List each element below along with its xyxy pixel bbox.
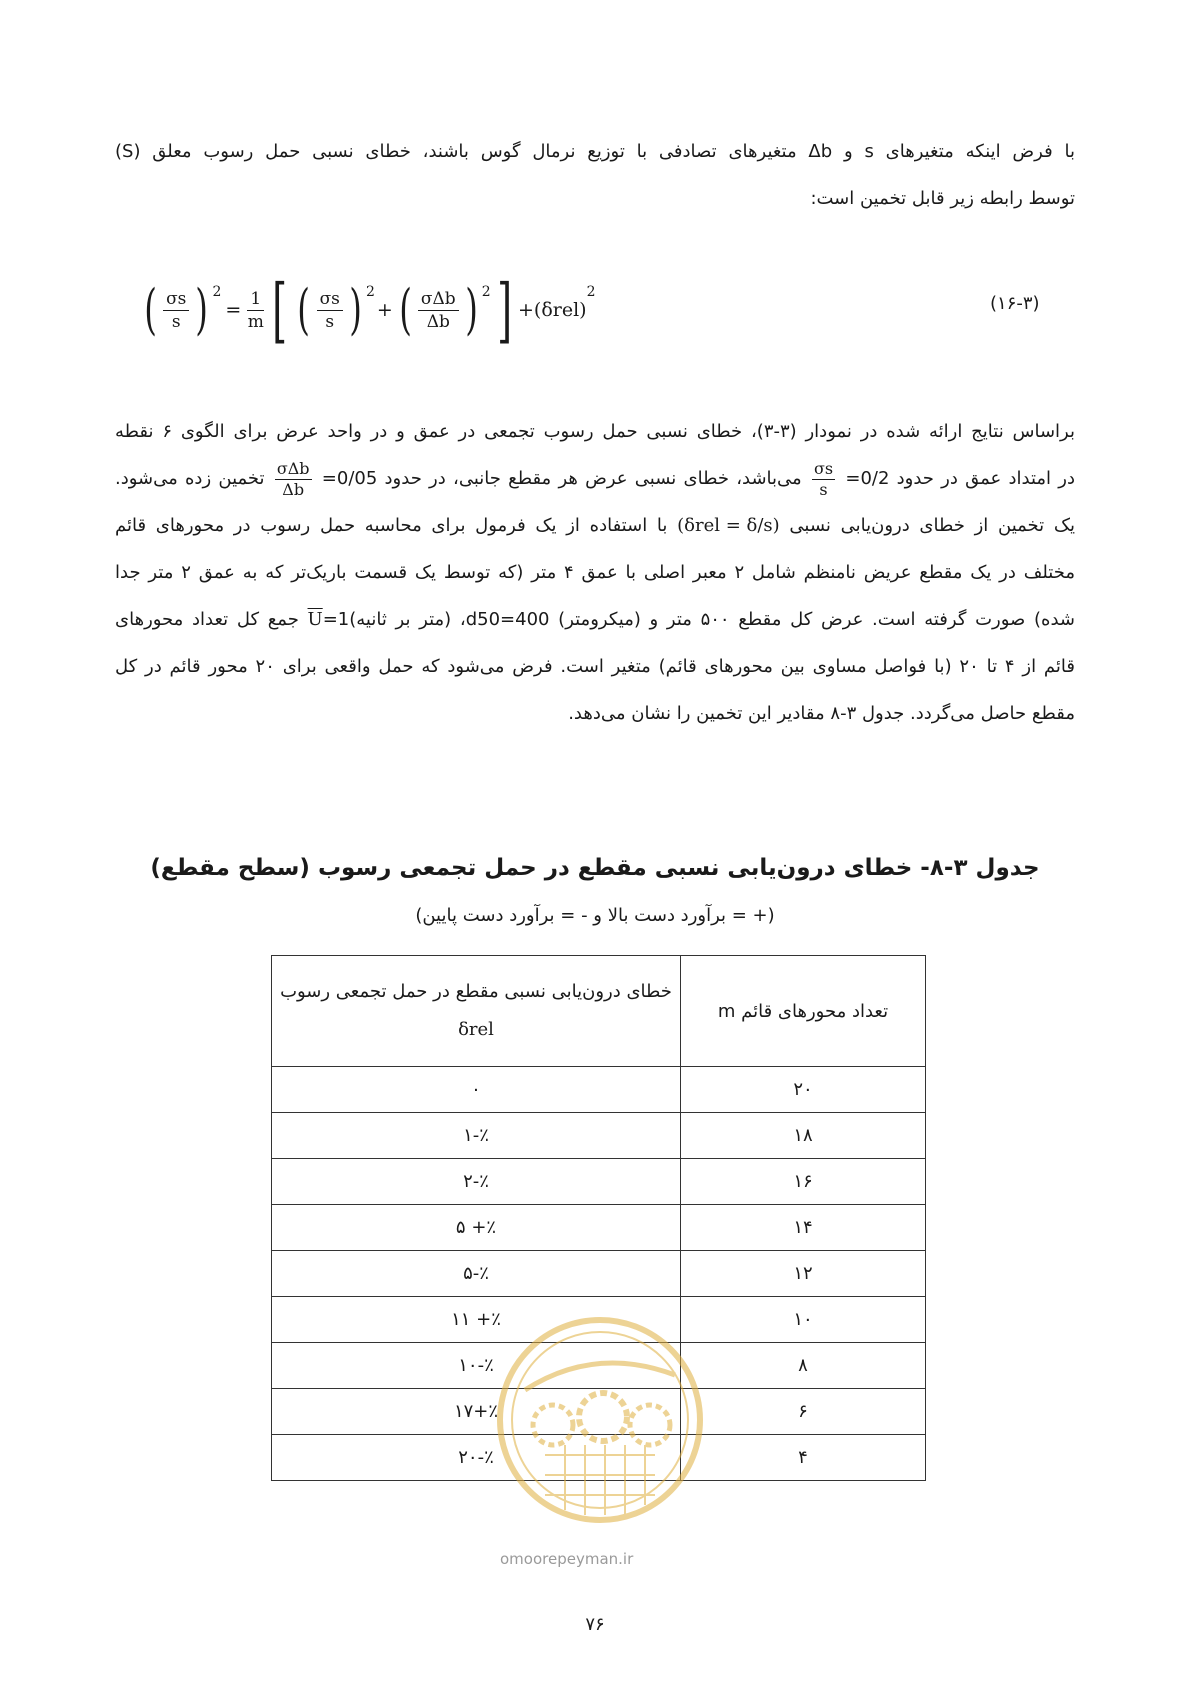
fraction-num-sigma-s: σs <box>813 458 834 478</box>
cell-err: ٪-۱ <box>272 1113 681 1159</box>
cell-m: ۴ <box>681 1435 926 1481</box>
eq-sigma-db: σΔb <box>418 288 459 311</box>
cell-err: ۰ <box>272 1067 681 1113</box>
watermark-url: omoorepeyman.ir <box>500 1550 634 1568</box>
equation-16-3: ( σs s ) $^2$ = $\frac{1}{m}$ [ ( σs s ) $^2$ + ( σΔb Δb ) $^2$ ] +(δrel) $^2$ <box>144 269 596 351</box>
paragraph-results-line-2 <box>115 455 1075 502</box>
paragraph-results-line-7: مقطع حاصل می‌گردد. جدول ۳-۸ مقادیر این تخمین را نشان می‌دهد. <box>568 703 1075 724</box>
header-vertical-count: تعداد محورهای قائم m <box>681 956 926 1067</box>
eq-square-1: 2 <box>212 284 222 300</box>
cell-err: ٪-۱۰ <box>272 1343 681 1389</box>
paragraph-results-line-4: مختلف در یک مقطع عریض نامنظم شامل ۲ معبر اصلی با عمق ۴ متر (که توسط یک قسمت باریک‌تر که به عمق ۲ متر جدا <box>115 562 1075 583</box>
line5-part-a: شده) صورت گرفته است. عرض کل مقطع ۵۰۰ متر و (میکرومتر) 400=d50، (متر بر ثانیه)1= <box>322 609 1075 630</box>
cell-m: ۱۴ <box>681 1205 926 1251</box>
eq-square-4: 2 <box>586 284 596 300</box>
table-row <box>272 1251 926 1297</box>
eq-one: 1 <box>247 288 264 311</box>
table-row <box>272 1067 926 1113</box>
eq-db: Δb <box>426 311 450 332</box>
line3-part-a: یک تخمین از خطای درون‌یابی نسبی <box>789 515 1075 536</box>
paragraph-results-line-5 <box>115 596 1075 643</box>
table-row <box>272 1205 926 1251</box>
paragraph-results-line-1: براساس نتایج ارائه شده در نمودار (۳-۳)، خطای نسبی حمل رسوب تجمعی در عمق و در واحد عرض برای الگوی ۶ نقطه <box>115 421 1075 442</box>
eq-square-3: 2 <box>481 284 491 300</box>
cell-m: ۱۶ <box>681 1159 926 1205</box>
line5-part-b: جمع کل تعداد محورهای <box>115 609 299 630</box>
page-number: ۷۶ <box>585 1614 605 1635</box>
eq-sigma-s-1: σs <box>163 288 189 311</box>
line3-part-b: با استفاده از یک فرمول برای محاسبه حمل رسوب در محورهای قائم <box>115 515 668 536</box>
paragraph-intro-line-1: با فرض اینکه متغیرهای s و Δb متغیرهای تصادفی با توزیع نرمال گوس باشند، خطای نسبی حمل رسوب معلق (S) <box>115 141 1076 162</box>
paragraph-results-line-6: قائم از ۴ تا ۲۰ (با فواصل مساوی بین محورهای قائم) متغیر است. فرض می‌شود که حمل واقعی برای ۲۰ محور قائم در کل <box>115 656 1075 677</box>
paragraph-intro-line-2: توسط رابطه زیر قابل تخمین است: <box>810 188 1075 209</box>
table-subcaption: (+ = برآورد دست بالا و - = برآورد دست پایین) <box>415 905 775 926</box>
paragraph-results-line-3 <box>115 502 1075 549</box>
line5-u-bar: $\overline{U}$ <box>307 609 323 630</box>
fraction-den-db: Δb <box>282 479 305 499</box>
cell-err: ٪+۱۷ <box>272 1389 681 1435</box>
table-header-row <box>272 956 926 1067</box>
eq-s-1: s <box>171 311 181 332</box>
header-relative-error <box>272 956 681 1067</box>
cell-err: ٪+ ۱۱ <box>272 1297 681 1343</box>
watermark-logo <box>485 1305 715 1555</box>
table-caption: جدول ۳-۸- خطای درون‌یابی نسبی مقطع در حمل تجمعی رسوب (سطح مقطع) <box>150 855 1040 881</box>
header-relative-error-line-2: δrel <box>458 1019 494 1040</box>
cell-m: ۶ <box>681 1389 926 1435</box>
table-row <box>272 1113 926 1159</box>
fraction-den-s: s <box>819 479 828 499</box>
paragraph-intro <box>115 128 1075 222</box>
cell-err: ٪-۵ <box>272 1251 681 1297</box>
fraction-sigma-db-over-db <box>275 459 312 500</box>
fraction-num-sigma-db: σΔb <box>276 458 310 478</box>
eq-m: m <box>247 311 264 332</box>
fraction-sigma-s-over-s <box>812 459 835 500</box>
cell-m: ۲۰ <box>681 1067 926 1113</box>
cell-err: ٪+ ۵ <box>272 1205 681 1251</box>
eq-s-2: s <box>325 311 335 332</box>
eq-plus: + <box>376 299 393 321</box>
line3-math-delta-rel: (δrel = δ/s) <box>677 515 780 536</box>
header-relative-error-line-1: خطای درون‌یابی نسبی مقطع در حمل تجمعی رسوب <box>280 981 672 1002</box>
eq-delta-rel: +(δrel) <box>517 299 587 321</box>
cell-m: ۱۸ <box>681 1113 926 1159</box>
cell-err: ٪-۲۰ <box>272 1435 681 1481</box>
eq-sigma-s-2: σs <box>317 288 343 311</box>
line2-part-a: در امتداد عمق در حدود 0/2= <box>845 468 1075 489</box>
eq-equals: = <box>225 299 242 321</box>
paragraph-results <box>115 408 1075 737</box>
cell-m: ۱۰ <box>681 1297 926 1343</box>
eq-square-2: 2 <box>365 284 375 300</box>
table-row <box>272 1159 926 1205</box>
cell-m: ۱۲ <box>681 1251 926 1297</box>
line2-part-c: تخمین زده می‌شود. <box>115 468 265 489</box>
equation-number: (۱۶-۳) <box>990 293 1040 314</box>
line2-part-b: می‌باشد، خطای نسبی عرض هر مقطع جانبی، در حدود 0/05= <box>321 468 802 489</box>
cell-m: ۸ <box>681 1343 926 1389</box>
cell-err: ٪-۲ <box>272 1159 681 1205</box>
